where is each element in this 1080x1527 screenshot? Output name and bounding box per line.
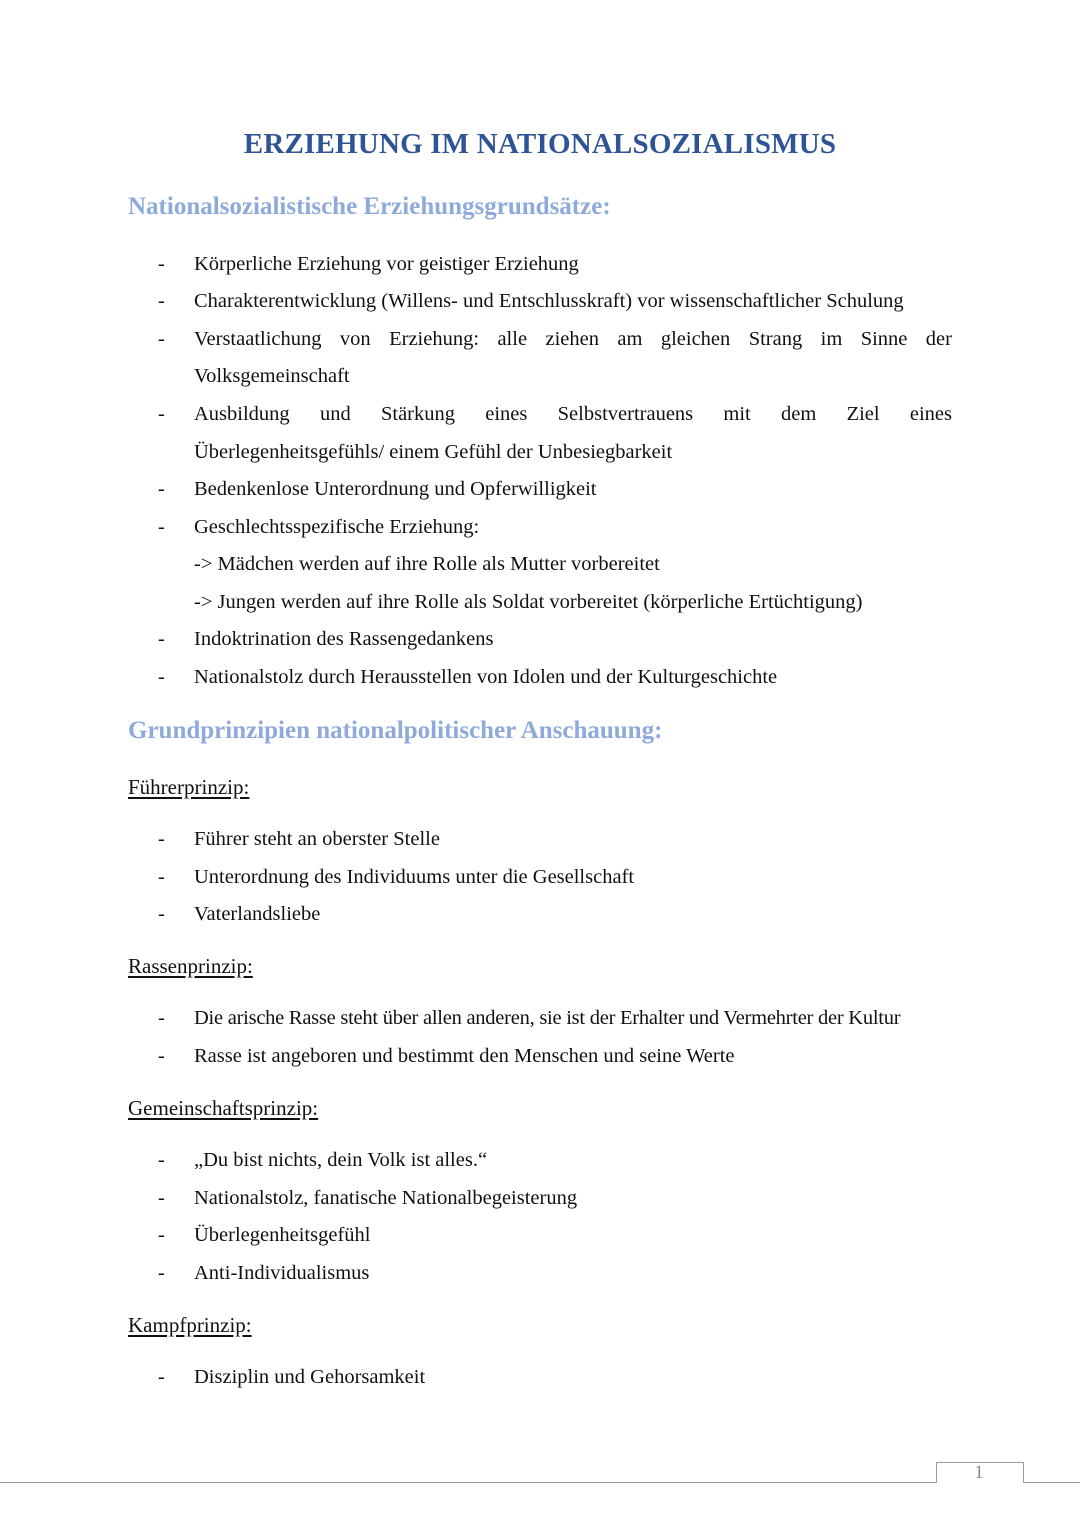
list-item-text: Führer steht an oberster Stelle [194, 828, 440, 850]
document-title: ERZIEHUNG IM NATIONALSOZIALISMUS [243, 128, 837, 160]
list-item-text: Disziplin und Gehorsamkeit [194, 1366, 426, 1388]
footer-rule [0, 1482, 1080, 1483]
bullet-dash: - [158, 666, 165, 688]
bullet-dash: - [158, 253, 165, 275]
section-heading-grundprinzipien: Grundprinzipien nationalpolitischer Anschauung: [128, 717, 663, 744]
bullet-dash: - [158, 903, 165, 925]
list-item-text: Bedenkenlose Unterordnung und Opferwilligkeit [194, 478, 597, 500]
bullet-dash: - [158, 516, 165, 538]
list-item-text: Indoktrination des Rassengedankens [194, 628, 494, 650]
bullet-dash: - [158, 1007, 165, 1029]
list-item-text: Nationalstolz durch Herausstellen von Idolen und der Kulturgeschichte [194, 666, 778, 688]
bullet-dash: - [158, 828, 165, 850]
section-heading-erziehungsgrundsaetze: Nationalsozialistische Erziehungsgrundsätze: [128, 193, 611, 220]
list-item-text: Vaterlandsliebe [194, 903, 321, 925]
list-item-text: Ausbildung und Stärkung eines Selbstvertrauens mit dem Ziel eines [194, 403, 952, 425]
list-item-text: Körperliche Erziehung vor geistiger Erziehung [194, 253, 579, 275]
sub-item: -> Mädchen werden auf ihre Rolle als Mutter vorbereitet [194, 553, 660, 575]
list-item-continuation: Überlegenheitsgefühls/ einem Gefühl der Unbesiegbarkeit [194, 441, 673, 463]
bullet-dash: - [158, 1224, 165, 1246]
subheading-kampfprinzip: Kampfprinzip: [128, 1313, 252, 1337]
list-item-text: Überlegenheitsgefühl [194, 1224, 371, 1246]
sub-item: -> Jungen werden auf ihre Rolle als Soldat vorbereitet (körperliche Ertüchtigung) [194, 591, 863, 613]
list-item-text: Unterordnung des Individuums unter die Gesellschaft [194, 866, 635, 888]
bullet-dash: - [158, 328, 165, 350]
subheading-gemeinschaftsprinzip: Gemeinschaftsprinzip: [128, 1096, 319, 1120]
bullet-dash: - [158, 290, 165, 312]
list-item-text: Rasse ist angeboren und bestimmt den Menschen und seine Werte [194, 1045, 735, 1067]
list-item-text: Nationalstolz, fanatische Nationalbegeisterung [194, 1187, 578, 1209]
bullet-dash: - [158, 478, 165, 500]
bullet-dash: - [158, 403, 165, 425]
bullet-dash: - [158, 1262, 165, 1284]
subheading-rassenprinzip: Rassenprinzip: [128, 954, 253, 978]
subheading-fuehrerprinzip: Führerprinzip: [128, 775, 250, 799]
list-item-text: Anti-Individualismus [194, 1262, 370, 1284]
bullet-dash: - [158, 628, 165, 650]
list-item-text: „Du bist nichts, dein Volk ist alles.“ [194, 1149, 488, 1171]
list-item-text: Charakterentwicklung (Willens- und Entschlusskraft) vor wissenschaftlicher Schulung [194, 290, 904, 312]
bullet-dash: - [158, 1149, 165, 1171]
list-item-continuation: Volksgemeinschaft [194, 365, 350, 387]
list-item-text: Die arische Rasse steht über allen anderen, sie ist der Erhalter und Vermehrter der Kultur [194, 1007, 901, 1029]
page-number: 1 [974, 1462, 984, 1483]
bullet-dash: - [158, 1187, 165, 1209]
bullet-dash: - [158, 1045, 165, 1067]
list-item-text: Verstaatlichung von Erziehung: alle ziehen am gleichen Strang im Sinne der [194, 328, 952, 350]
bullet-dash: - [158, 866, 165, 888]
bullet-dash: - [158, 1366, 165, 1388]
list-item-text: Geschlechtsspezifische Erziehung: [194, 516, 480, 538]
